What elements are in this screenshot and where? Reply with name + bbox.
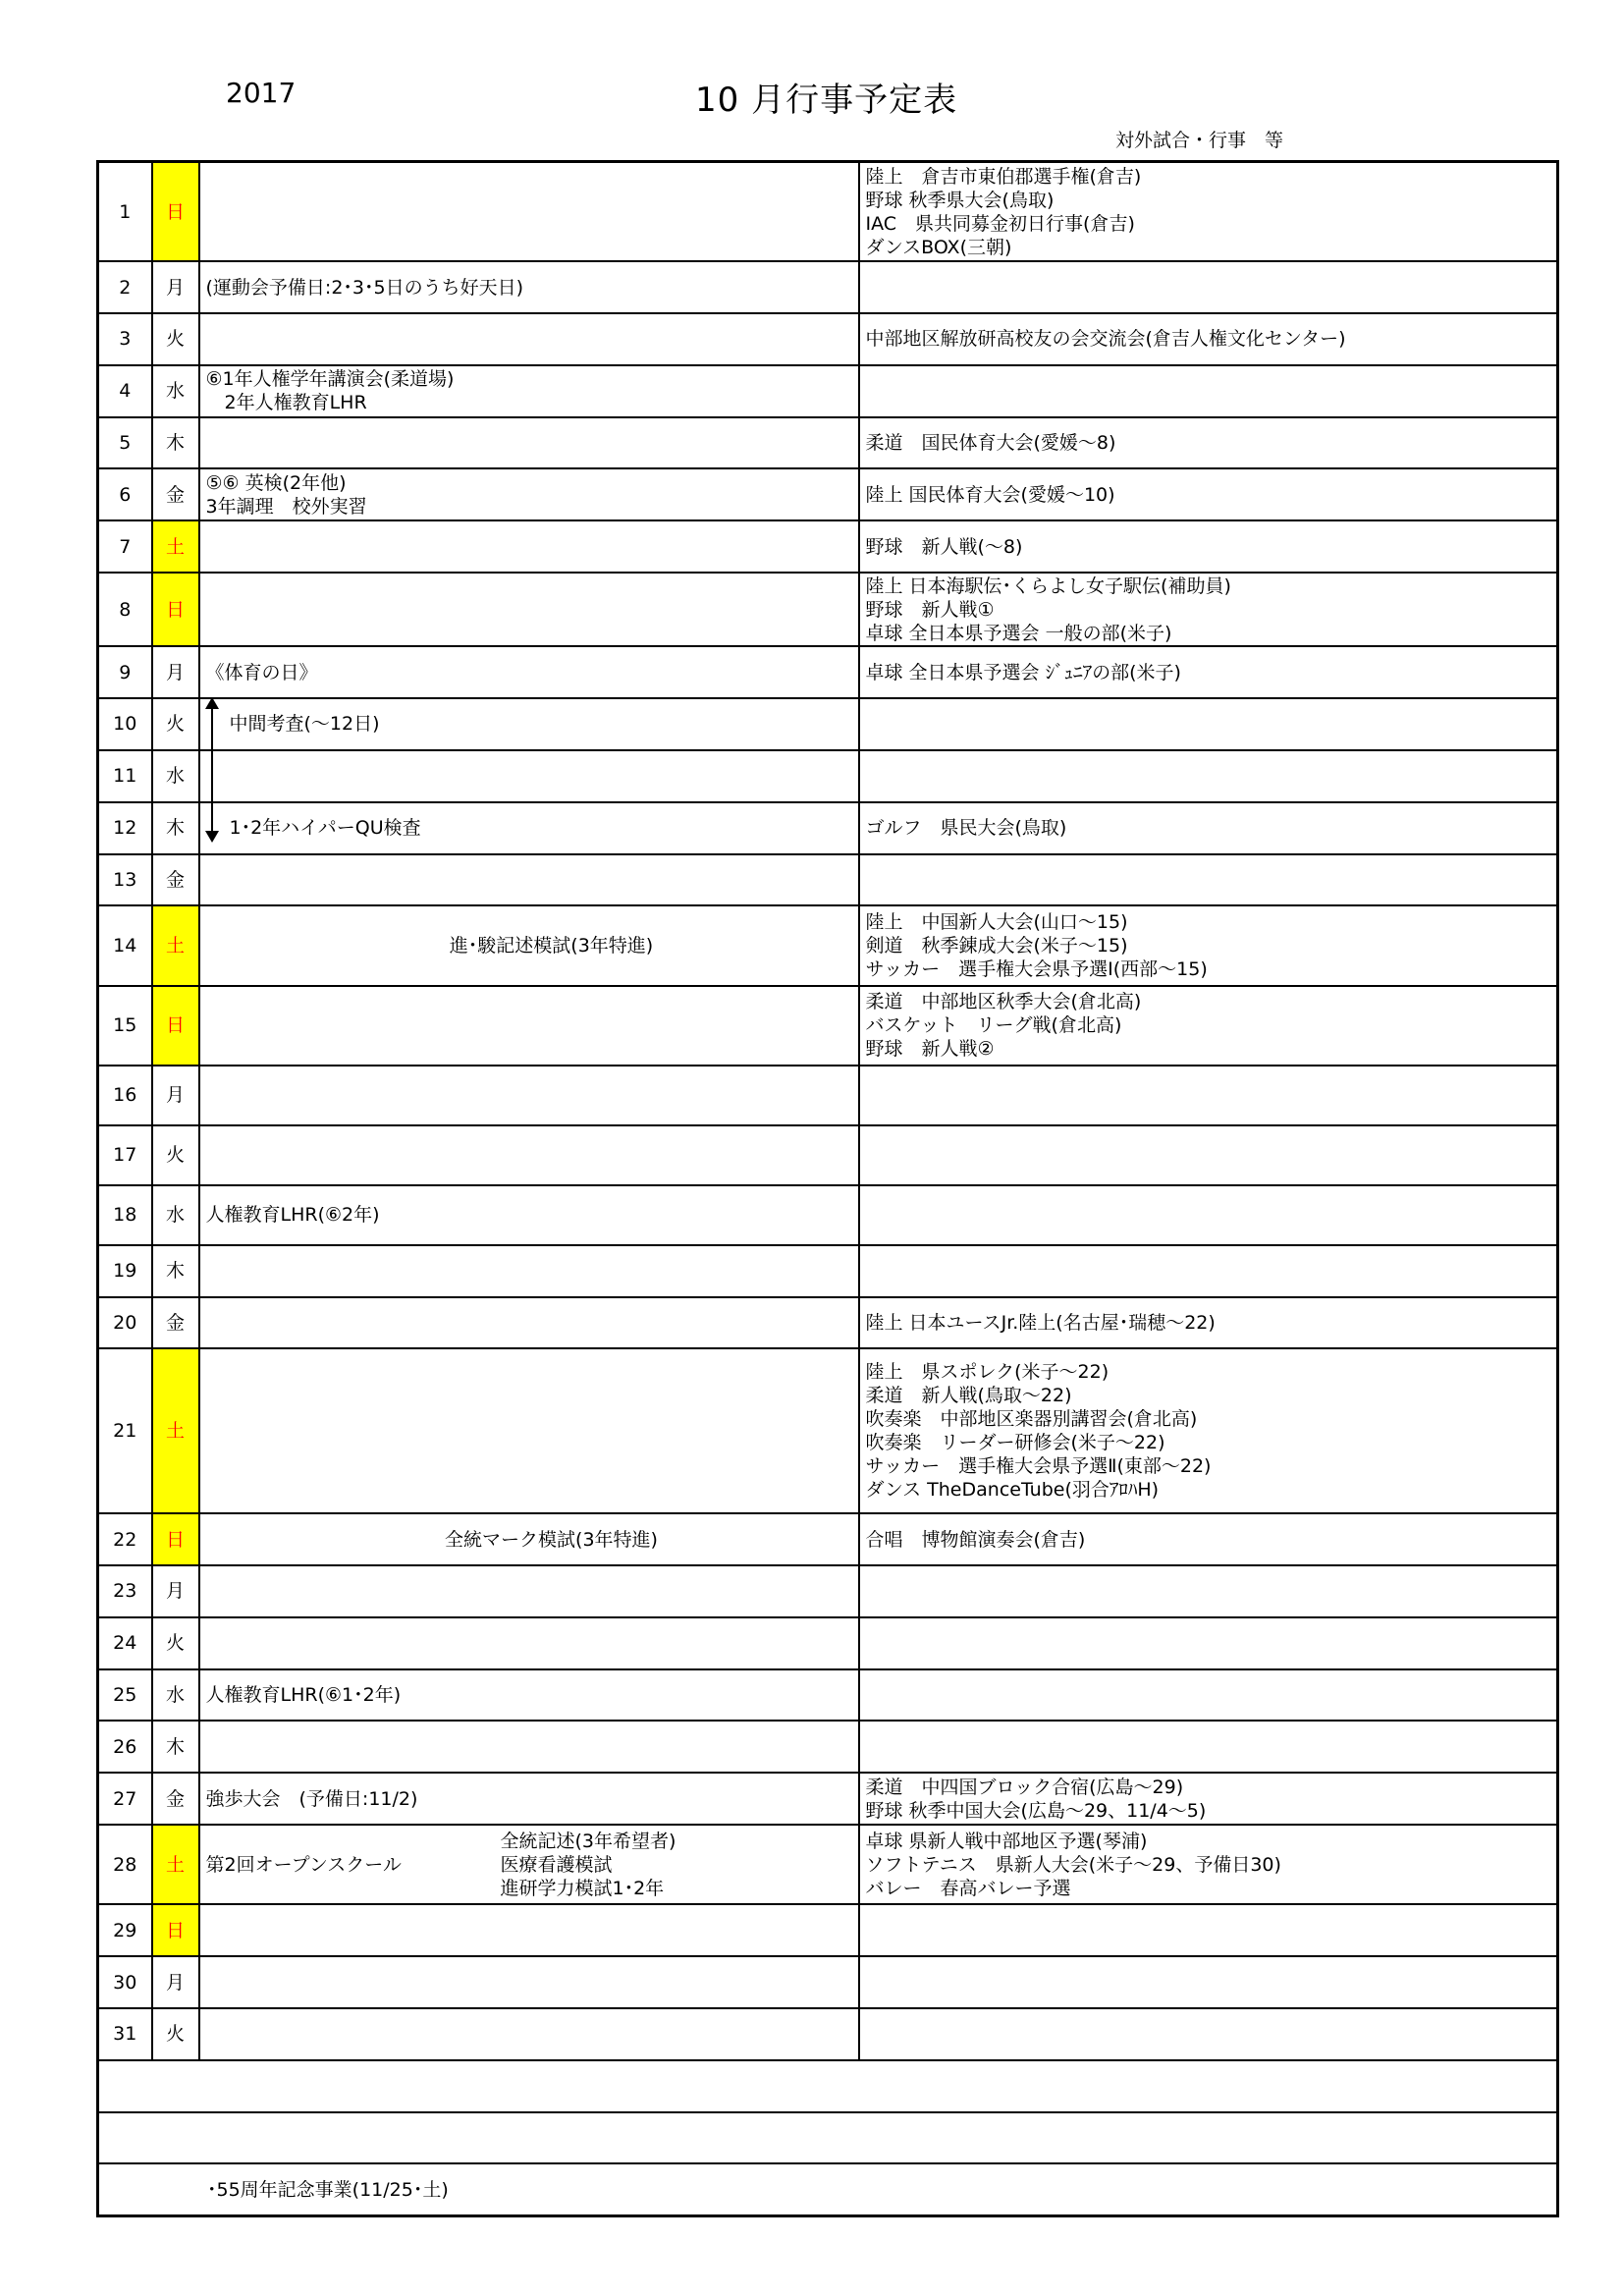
external-events-cell <box>859 698 1558 750</box>
day-row <box>98 162 1558 262</box>
weekday: 日 <box>152 573 199 646</box>
external-events-cell <box>859 417 1558 469</box>
day-row <box>98 520 1558 573</box>
day-row <box>98 417 1558 469</box>
day-number: 16 <box>98 1066 152 1125</box>
event-text: 吹奏楽 中部地区楽器別講習会(倉北高) <box>865 1408 1198 1431</box>
event-text: 2年人権教育LHR <box>205 392 367 414</box>
event-text: 野球 秋季県大会(鳥取) <box>865 189 1055 211</box>
day-number: 28 <box>98 1825 152 1904</box>
day-number: 8 <box>98 573 152 646</box>
page-title: 10 月行事予定表 <box>695 81 958 120</box>
event-text: 陸上 日本ユースJr.陸上(名古屋･瑞穂～22) <box>865 1312 1216 1335</box>
external-events-cell <box>859 646 1558 698</box>
school-events-cell <box>199 365 859 417</box>
event-text: 柔道 国民体育大会(愛媛～8) <box>865 431 1116 454</box>
day-row <box>98 1669 1558 1722</box>
external-events-cell <box>859 1066 1558 1125</box>
day-row <box>98 750 1558 802</box>
school-events-cell <box>199 1513 859 1565</box>
event-text: ソフトテニス 県新人大会(米子～29、予備日30) <box>865 1853 1281 1876</box>
day-number: 13 <box>98 854 152 906</box>
weekday: 水 <box>152 1185 199 1245</box>
day-number: 22 <box>98 1513 152 1565</box>
event-text: バスケット リーグ戦(倉北高) <box>865 1014 1122 1037</box>
external-events-cell <box>859 1125 1558 1185</box>
weekday: 月 <box>152 1565 199 1617</box>
day-number: 9 <box>98 646 152 698</box>
day-number: 7 <box>98 520 152 573</box>
day-number: 14 <box>98 905 152 985</box>
external-events-cell <box>859 1825 1558 1904</box>
school-events-cell <box>199 905 859 985</box>
school-events-cell <box>199 417 859 469</box>
weekday: 火 <box>152 1125 199 1185</box>
day-number: 4 <box>98 365 152 417</box>
weekday: 火 <box>152 1617 199 1669</box>
day-number: 26 <box>98 1721 152 1773</box>
weekday: 木 <box>152 802 199 854</box>
external-events-cell <box>859 468 1558 520</box>
external-column-caption: 対外試合・行事 等 <box>1115 130 1284 151</box>
school-events-cell <box>199 1125 859 1185</box>
school-events-cell <box>199 1348 859 1513</box>
weekday: 水 <box>152 1669 199 1722</box>
event-text: 野球 新人戦② <box>865 1038 995 1061</box>
event-text: 陸上 倉吉市東伯郡選手権(倉吉) <box>865 165 1142 188</box>
weekday: 土 <box>152 1825 199 1904</box>
day-row <box>98 1513 1558 1565</box>
school-events-cell <box>199 986 859 1066</box>
weekday: 月 <box>152 646 199 698</box>
external-events-cell <box>859 1513 1558 1565</box>
day-number: 5 <box>98 417 152 469</box>
day-row <box>98 365 1558 417</box>
day-number: 25 <box>98 1669 152 1722</box>
weekday: 木 <box>152 1721 199 1773</box>
event-text: 第2回オープンスクール <box>205 1853 402 1876</box>
day-number: 21 <box>98 1348 152 1513</box>
school-events-cell <box>199 1245 859 1297</box>
external-events-cell <box>859 1185 1558 1245</box>
event-text: 3年調理 校外実習 <box>205 495 367 518</box>
school-events-cell <box>199 750 859 802</box>
event-text: バレー 春高バレー予選 <box>865 1877 1071 1899</box>
day-row <box>98 1066 1558 1125</box>
weekday: 金 <box>152 468 199 520</box>
event-text: 人権教育LHR(⑥2年) <box>205 1204 380 1227</box>
weekday: 木 <box>152 417 199 469</box>
weekday: 金 <box>152 854 199 906</box>
weekday: 月 <box>152 261 199 313</box>
external-events-cell <box>859 1617 1558 1669</box>
event-text: 陸上 中国新人大会(山口～15) <box>865 911 1128 934</box>
day-number: 6 <box>98 468 152 520</box>
day-row <box>98 1565 1558 1617</box>
school-events-cell <box>199 1185 859 1245</box>
day-number: 1 <box>98 162 152 262</box>
external-events-cell <box>859 573 1558 646</box>
school-events-cell <box>199 1904 859 1956</box>
event-text: 柔道 中部地区秋季大会(倉北高) <box>865 991 1142 1013</box>
weekday: 日 <box>152 1513 199 1565</box>
event-text: 全統記述(3年希望者) <box>500 1830 677 1852</box>
external-events-cell <box>859 750 1558 802</box>
day-row <box>98 1125 1558 1185</box>
event-text: ゴルフ 県民大会(鳥取) <box>865 817 1067 840</box>
event-text: (運動会予備日:2･3･5日のうち好天日) <box>205 276 523 299</box>
school-events-cell <box>199 2008 859 2060</box>
school-events-cell <box>199 468 859 520</box>
weekday: 火 <box>152 2008 199 2060</box>
event-text: サッカー 選手権大会県予選Ⅰ(西部～15) <box>865 958 1208 981</box>
event-text: 人権教育LHR(⑥1･2年) <box>205 1683 402 1706</box>
weekday: 木 <box>152 1245 199 1297</box>
school-events-cell <box>199 1617 859 1669</box>
external-events-cell <box>859 1297 1558 1349</box>
day-row <box>98 905 1558 985</box>
day-number: 29 <box>98 1904 152 1956</box>
day-row <box>98 1904 1558 1956</box>
qu-test-label: 1･2年ハイパーQU検査 <box>229 817 421 840</box>
event-text: 野球 新人戦(～8) <box>865 535 1023 558</box>
arrow-up-icon <box>205 697 219 709</box>
day-row <box>98 1617 1558 1669</box>
event-text: 進研学力模試1･2年 <box>500 1877 665 1899</box>
external-events-cell <box>859 261 1558 313</box>
school-events-cell <box>199 573 859 646</box>
weekday: 月 <box>152 1066 199 1125</box>
day-row <box>98 1825 1558 1904</box>
day-number: 12 <box>98 802 152 854</box>
school-events-cell <box>199 1669 859 1722</box>
weekday: 日 <box>152 986 199 1066</box>
external-events-cell <box>859 313 1558 365</box>
event-text: 吹奏楽 リーダー研修会(米子～22) <box>865 1432 1165 1454</box>
event-text: IAC 県共同募金初日行事(倉吉) <box>865 212 1135 235</box>
school-events-cell <box>199 1066 859 1125</box>
event-text: 《体育の日》 <box>205 661 318 683</box>
event-text: 合唱 博物館演奏会(倉吉) <box>865 1528 1086 1551</box>
year-label: 2017 <box>226 77 297 109</box>
blank-cell <box>98 2112 1558 2164</box>
event-text: 陸上 日本海駅伝･くらよし女子駅伝(補助員) <box>865 574 1231 597</box>
weekday: 月 <box>152 1956 199 2008</box>
school-events-cell <box>199 646 859 698</box>
external-events-cell <box>859 1669 1558 1722</box>
day-row <box>98 1297 1558 1349</box>
event-text: 卓球 全日本県予選会 一般の部(米子) <box>865 622 1172 644</box>
external-events-cell <box>859 365 1558 417</box>
external-events-cell <box>859 1721 1558 1773</box>
blank-row <box>98 2060 1558 2112</box>
external-events-cell <box>859 1904 1558 1956</box>
external-events-cell <box>859 1245 1558 1297</box>
midterm-exam-label: 中間考査(～12日) <box>229 713 380 736</box>
external-events-cell <box>859 520 1558 573</box>
weekday: 日 <box>152 162 199 262</box>
weekday: 土 <box>152 905 199 985</box>
footer-row <box>98 2163 1558 2215</box>
weekday: 水 <box>152 750 199 802</box>
day-number: 11 <box>98 750 152 802</box>
event-text: 野球 秋季中国大会(広島～29、11/4～5) <box>865 1799 1207 1822</box>
external-events-cell <box>859 802 1558 854</box>
event-text: 陸上 県スポレク(米子～22) <box>865 1361 1110 1384</box>
day-number: 18 <box>98 1185 152 1245</box>
event-text: 柔道 中四国ブロック合宿(広島～29) <box>865 1776 1184 1798</box>
day-row <box>98 1721 1558 1773</box>
weekday: 日 <box>152 1904 199 1956</box>
day-number: 15 <box>98 986 152 1066</box>
day-row <box>98 261 1558 313</box>
day-row <box>98 468 1558 520</box>
day-number: 10 <box>98 698 152 750</box>
external-events-cell <box>859 1956 1558 2008</box>
school-events-cell <box>199 854 859 906</box>
event-text: 陸上 国民体育大会(愛媛～10) <box>865 483 1115 506</box>
school-events-cell <box>199 1565 859 1617</box>
day-number: 2 <box>98 261 152 313</box>
midterm-period-arrow <box>211 707 213 832</box>
footer-note: ･55周年記念事業(11/25･土) <box>98 2163 1558 2215</box>
event-text: ⑤⑥ 英検(2年他) <box>205 471 347 494</box>
event-text: 卓球 県新人戦中部地区予選(琴浦) <box>865 1830 1148 1852</box>
external-events-cell <box>859 1348 1558 1513</box>
event-text: 医療看護模試 <box>500 1853 613 1876</box>
day-number: 27 <box>98 1773 152 1825</box>
external-events-cell <box>859 986 1558 1066</box>
schedule-table <box>96 160 1559 2217</box>
event-text: 強歩大会 (予備日:11/2) <box>205 1787 418 1810</box>
event-text: ダンスBOX(三朝) <box>865 236 1012 258</box>
school-events-cell <box>199 313 859 365</box>
day-row <box>98 1245 1558 1297</box>
weekday: 土 <box>152 520 199 573</box>
event-text: 進･駿記述模試(3年特進) <box>449 935 654 957</box>
external-events-cell <box>859 1773 1558 1825</box>
weekday: 火 <box>152 313 199 365</box>
external-events-cell <box>859 854 1558 906</box>
day-number: 24 <box>98 1617 152 1669</box>
school-events-cell <box>199 1721 859 1773</box>
external-events-cell <box>859 2008 1558 2060</box>
external-events-cell <box>859 1565 1558 1617</box>
day-row <box>98 1348 1558 1513</box>
external-events-cell <box>859 162 1558 262</box>
day-row <box>98 1185 1558 1245</box>
day-row <box>98 1956 1558 2008</box>
day-number: 20 <box>98 1297 152 1349</box>
day-number: 19 <box>98 1245 152 1297</box>
day-row <box>98 646 1558 698</box>
day-number: 30 <box>98 1956 152 2008</box>
event-text: 柔道 新人戦(鳥取～22) <box>865 1385 1072 1407</box>
day-row <box>98 313 1558 365</box>
weekday: 金 <box>152 1297 199 1349</box>
day-row <box>98 573 1558 646</box>
event-text: ⑥1年人権学年講演会(柔道場) <box>205 368 455 391</box>
external-events-cell <box>859 905 1558 985</box>
school-events-cell <box>199 520 859 573</box>
day-row <box>98 854 1558 906</box>
day-row <box>98 802 1558 854</box>
day-number: 17 <box>98 1125 152 1185</box>
event-text: ダンス TheDanceTube(羽合ｱﾛﾊH) <box>865 1479 1160 1502</box>
event-text: 野球 新人戦① <box>865 598 995 621</box>
event-text: 卓球 全日本県予選会 ｼﾞｭﾆｱの部(米子) <box>865 661 1181 683</box>
day-number: 23 <box>98 1565 152 1617</box>
blank-row <box>98 2112 1558 2164</box>
day-row <box>98 2008 1558 2060</box>
day-number: 3 <box>98 313 152 365</box>
day-row <box>98 698 1558 750</box>
blank-cell <box>98 2060 1558 2112</box>
school-events-cell <box>199 1297 859 1349</box>
weekday: 火 <box>152 698 199 750</box>
day-row <box>98 986 1558 1066</box>
event-text: 中部地区解放研高校友の会交流会(倉吉人権文化センター) <box>865 328 1346 351</box>
school-events-cell <box>199 1825 859 1904</box>
school-events-cell <box>199 1956 859 2008</box>
school-events-cell <box>199 261 859 313</box>
weekday: 水 <box>152 365 199 417</box>
school-events-cell <box>199 698 859 750</box>
weekday: 金 <box>152 1773 199 1825</box>
school-events-cell <box>199 162 859 262</box>
arrow-down-icon <box>205 831 219 843</box>
school-events-cell <box>199 1773 859 1825</box>
event-text: サッカー 選手権大会県予選Ⅱ(東部～22) <box>865 1455 1212 1478</box>
day-row <box>98 1773 1558 1825</box>
day-number: 31 <box>98 2008 152 2060</box>
event-text: 剣道 秋季錬成大会(米子～15) <box>865 935 1128 957</box>
event-text: 全統マーク模試(3年特進) <box>445 1528 658 1551</box>
school-events-cell <box>199 802 859 854</box>
weekday: 土 <box>152 1348 199 1513</box>
